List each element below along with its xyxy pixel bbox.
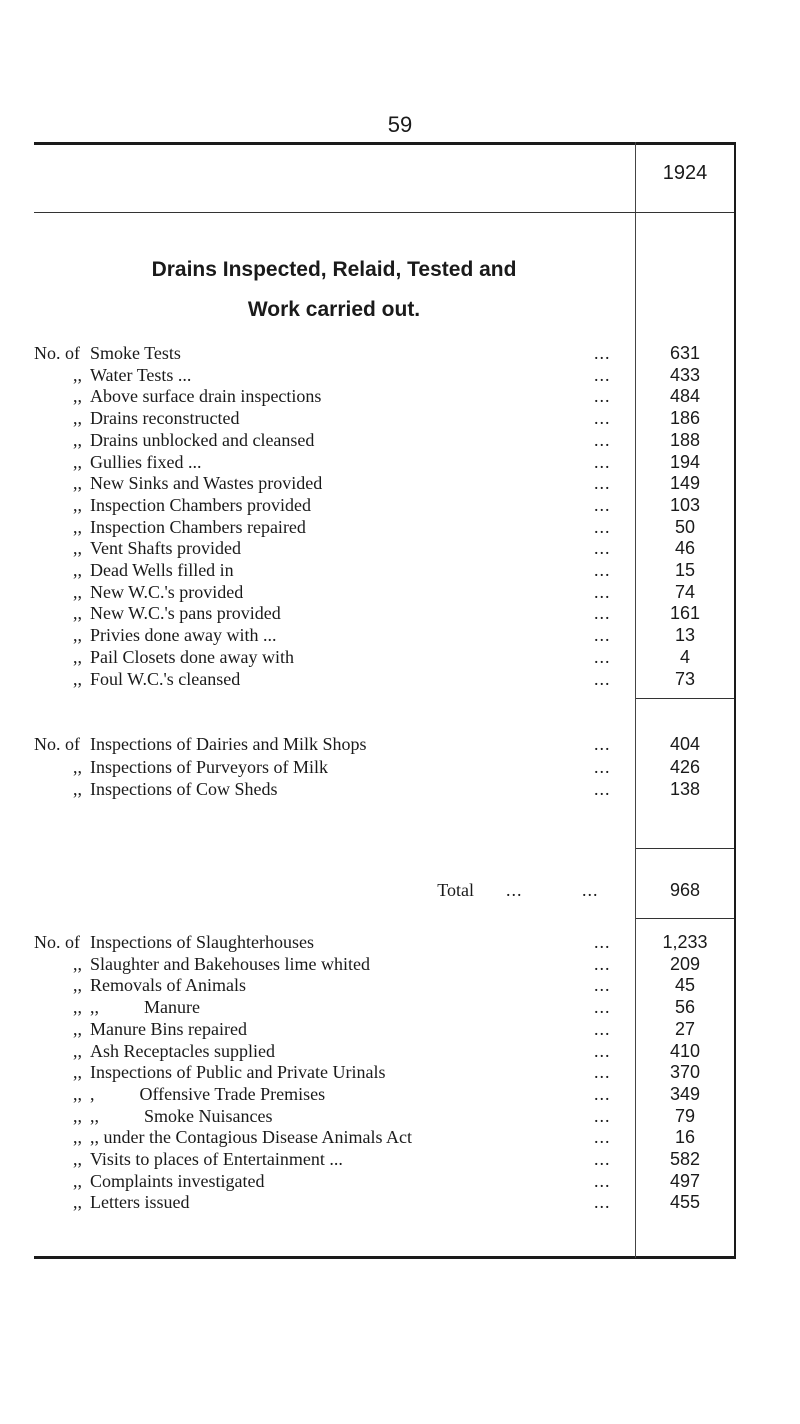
table-row — [34, 1019, 734, 1041]
total-value: 968 — [669, 880, 701, 900]
row-value: 27 — [674, 1018, 696, 1039]
row-label: ,, Manure — [90, 997, 200, 1018]
row-prefix: No. of — [34, 734, 80, 754]
table-row — [34, 603, 734, 625]
table-row — [34, 1062, 734, 1084]
table-row — [34, 997, 734, 1019]
row-prefix: ,, — [73, 668, 82, 689]
row-value: 433 — [669, 364, 701, 385]
leader-dots: ... — [594, 668, 611, 689]
leader-dots: ... — [594, 646, 611, 667]
row-prefix: ,, — [73, 997, 82, 1018]
total-rule-bottom — [636, 918, 734, 919]
row-prefix: ,, — [73, 581, 82, 602]
row-prefix: ,, — [73, 756, 82, 777]
row-value: 349 — [669, 1083, 701, 1104]
row-prefix: ,, — [73, 408, 82, 429]
leader-dots: ... — [594, 603, 611, 624]
leader-dots: ... — [594, 364, 611, 385]
row-value: 426 — [669, 756, 701, 777]
row-value: 103 — [669, 494, 701, 515]
row-prefix: ,, — [73, 603, 82, 624]
leader-dots: ... — [594, 560, 611, 580]
row-value: 56 — [674, 997, 696, 1018]
row-value: 410 — [669, 1040, 701, 1061]
row-label: Foul W.C.'s cleansed — [90, 668, 241, 689]
row-label: Complaints investigated — [90, 1170, 265, 1191]
row-value: 138 — [669, 779, 701, 799]
row-prefix: ,, — [73, 560, 82, 580]
leader-dots: ... — [594, 779, 611, 799]
total-row — [34, 880, 734, 902]
table-row — [34, 430, 734, 452]
table-row — [34, 954, 734, 976]
row-value: 46 — [674, 538, 696, 559]
row-value: 50 — [674, 516, 696, 537]
leader-dots: ... — [594, 734, 611, 754]
leader-dots: ... — [594, 932, 611, 952]
table-row — [34, 408, 734, 430]
row-label: Privies done away with ... — [90, 625, 277, 646]
row-label: Inspection Chambers provided — [90, 494, 311, 515]
table-row — [34, 757, 734, 779]
leader-dots: ... — [594, 953, 611, 974]
row-prefix: ,, — [73, 1105, 82, 1126]
header-rule — [34, 212, 734, 213]
row-label: Manure Bins repaired — [90, 1018, 247, 1039]
row-prefix: ,, — [73, 386, 82, 407]
row-value: 404 — [669, 734, 701, 754]
row-value: 13 — [674, 625, 696, 646]
row-prefix: ,, — [73, 1083, 82, 1104]
leader-dots: ... — [594, 1170, 611, 1191]
row-prefix: ,, — [73, 646, 82, 667]
table-row — [34, 1171, 734, 1193]
row-label: Drains reconstructed — [90, 408, 240, 429]
row-label: Inspections of Dairies and Milk Shops — [90, 734, 367, 754]
table-right-rule — [734, 142, 736, 1258]
row-label: New W.C.'s provided — [90, 581, 244, 602]
row-prefix: ,, — [73, 975, 82, 996]
row-label: ,, Smoke Nuisances — [90, 1105, 273, 1126]
row-label: Letters issued — [90, 1192, 190, 1213]
row-prefix: ,, — [73, 1170, 82, 1191]
row-prefix: ,, — [73, 364, 82, 385]
row-label: Visits to places of Entertainment ... — [90, 1149, 343, 1169]
row-label: Vent Shafts provided — [90, 538, 241, 559]
row-label: Removals of Animals — [90, 975, 246, 996]
leader-dots: ... — [582, 880, 599, 900]
row-value: 497 — [669, 1170, 701, 1191]
table-row — [34, 473, 734, 495]
row-label: Pail Closets done away with — [90, 646, 294, 667]
row-prefix: ,, — [73, 1018, 82, 1039]
row-value: 1,233 — [662, 932, 708, 952]
table-row — [34, 386, 734, 408]
row-value: 194 — [669, 451, 701, 472]
row-label: Above surface drain inspections — [90, 386, 322, 407]
row-prefix: ,, — [73, 1040, 82, 1061]
leader-dots: ... — [594, 408, 611, 429]
leader-dots: ... — [594, 494, 611, 515]
row-value: 74 — [674, 581, 696, 602]
row-prefix: No. of — [34, 932, 80, 952]
row-prefix: ,, — [73, 1127, 82, 1148]
row-prefix: ,, — [73, 473, 82, 494]
table-row — [34, 1041, 734, 1063]
table-row — [34, 1127, 734, 1149]
row-value: 582 — [669, 1149, 701, 1169]
row-prefix: ,, — [73, 1149, 82, 1169]
table-row — [34, 932, 734, 954]
row-label: Drains unblocked and cleansed — [90, 429, 315, 450]
table-row — [34, 365, 734, 387]
leader-dots: ... — [594, 975, 611, 996]
leader-dots: ... — [594, 1018, 611, 1039]
row-label: Inspections of Cow Sheds — [90, 779, 278, 799]
row-prefix: ,, — [73, 451, 82, 472]
table-row — [34, 625, 734, 647]
row-label: Inspections of Public and Private Urinals — [90, 1062, 386, 1083]
table-row — [34, 560, 734, 582]
row-label: New W.C.'s pans provided — [90, 603, 281, 624]
row-label: ,, under the Contagious Disease Animals Act — [90, 1127, 412, 1148]
row-prefix: ,, — [73, 953, 82, 974]
leader-dots: ... — [594, 1127, 611, 1148]
table-row — [34, 495, 734, 517]
leader-dots: ... — [594, 1062, 611, 1083]
row-label: , Offensive Trade Premises — [90, 1083, 326, 1104]
table-row — [34, 517, 734, 539]
report-table — [34, 142, 766, 1258]
row-value: 370 — [669, 1062, 701, 1083]
row-prefix: ,, — [73, 494, 82, 515]
leader-dots: ... — [594, 473, 611, 494]
row-value: 73 — [674, 668, 696, 689]
leader-dots: ... — [506, 880, 523, 900]
leader-dots: ... — [594, 1105, 611, 1126]
leader-dots: ... — [594, 997, 611, 1018]
leader-dots: ... — [594, 516, 611, 537]
row-label: Inspections of Purveyors of Milk — [90, 756, 328, 777]
total-rule-top — [636, 848, 734, 849]
leader-dots: ... — [594, 451, 611, 472]
row-label: Inspection Chambers repaired — [90, 516, 306, 537]
row-label: Gullies fixed ... — [90, 451, 202, 472]
row-value: 149 — [669, 473, 701, 494]
leader-dots: ... — [594, 343, 611, 363]
row-label: Inspections of Slaughterhouses — [90, 932, 314, 952]
row-prefix: ,, — [73, 1192, 82, 1213]
row-prefix: ,, — [73, 538, 82, 559]
table-row — [34, 343, 734, 365]
table-row — [34, 1106, 734, 1128]
table-row — [34, 669, 734, 691]
row-prefix: ,, — [73, 625, 82, 646]
row-value: 15 — [674, 560, 696, 580]
total-label: Total — [437, 880, 474, 900]
row-value: 188 — [669, 429, 701, 450]
page-number: 59 — [387, 112, 413, 137]
row-label: Water Tests ... — [90, 364, 192, 385]
leader-dots: ... — [594, 538, 611, 559]
table-row — [34, 647, 734, 669]
table-row — [34, 582, 734, 604]
row-prefix: ,, — [73, 779, 82, 799]
row-prefix: No. of — [34, 343, 80, 363]
table-row — [34, 1149, 734, 1171]
table-row — [34, 452, 734, 474]
row-value: 209 — [669, 953, 701, 974]
row-label: New Sinks and Wastes provided — [90, 473, 323, 494]
table-row — [34, 538, 734, 560]
row-value: 631 — [669, 343, 701, 363]
leader-dots: ... — [594, 581, 611, 602]
row-value: 79 — [674, 1105, 696, 1126]
leader-dots: ... — [594, 429, 611, 450]
row-value: 161 — [669, 603, 701, 624]
table-row — [34, 734, 734, 756]
row-value: 484 — [669, 386, 701, 407]
subtotal-rule — [636, 698, 734, 699]
row-label: Dead Wells filled in — [90, 560, 234, 580]
year-column-header: 1924 — [662, 162, 708, 184]
table-row — [34, 1192, 734, 1214]
leader-dots: ... — [594, 1149, 611, 1169]
leader-dots: ... — [594, 756, 611, 777]
row-value: 186 — [669, 408, 701, 429]
table-top-rule — [34, 142, 734, 145]
row-label: Ash Receptacles supplied — [90, 1040, 275, 1061]
leader-dots: ... — [594, 1083, 611, 1104]
row-value: 4 — [679, 646, 690, 667]
table-bottom-rule — [34, 1256, 736, 1259]
section-title-line1: Drains Inspected, Relaid, Tested and — [151, 258, 517, 281]
leader-dots: ... — [594, 1192, 611, 1213]
leader-dots: ... — [594, 1040, 611, 1061]
row-value: 16 — [674, 1127, 696, 1148]
row-prefix: ,, — [73, 429, 82, 450]
row-label: Slaughter and Bakehouses lime whited — [90, 953, 370, 974]
table-row — [34, 1084, 734, 1106]
row-label: Smoke Tests — [90, 343, 181, 363]
row-value: 455 — [669, 1192, 701, 1213]
row-prefix: ,, — [73, 516, 82, 537]
section-title-line2: Work carried out. — [247, 298, 421, 321]
row-prefix: ,, — [73, 1062, 82, 1083]
row-value: 45 — [674, 975, 696, 996]
leader-dots: ... — [594, 386, 611, 407]
table-row — [34, 975, 734, 997]
table-row — [34, 779, 734, 801]
leader-dots: ... — [594, 625, 611, 646]
